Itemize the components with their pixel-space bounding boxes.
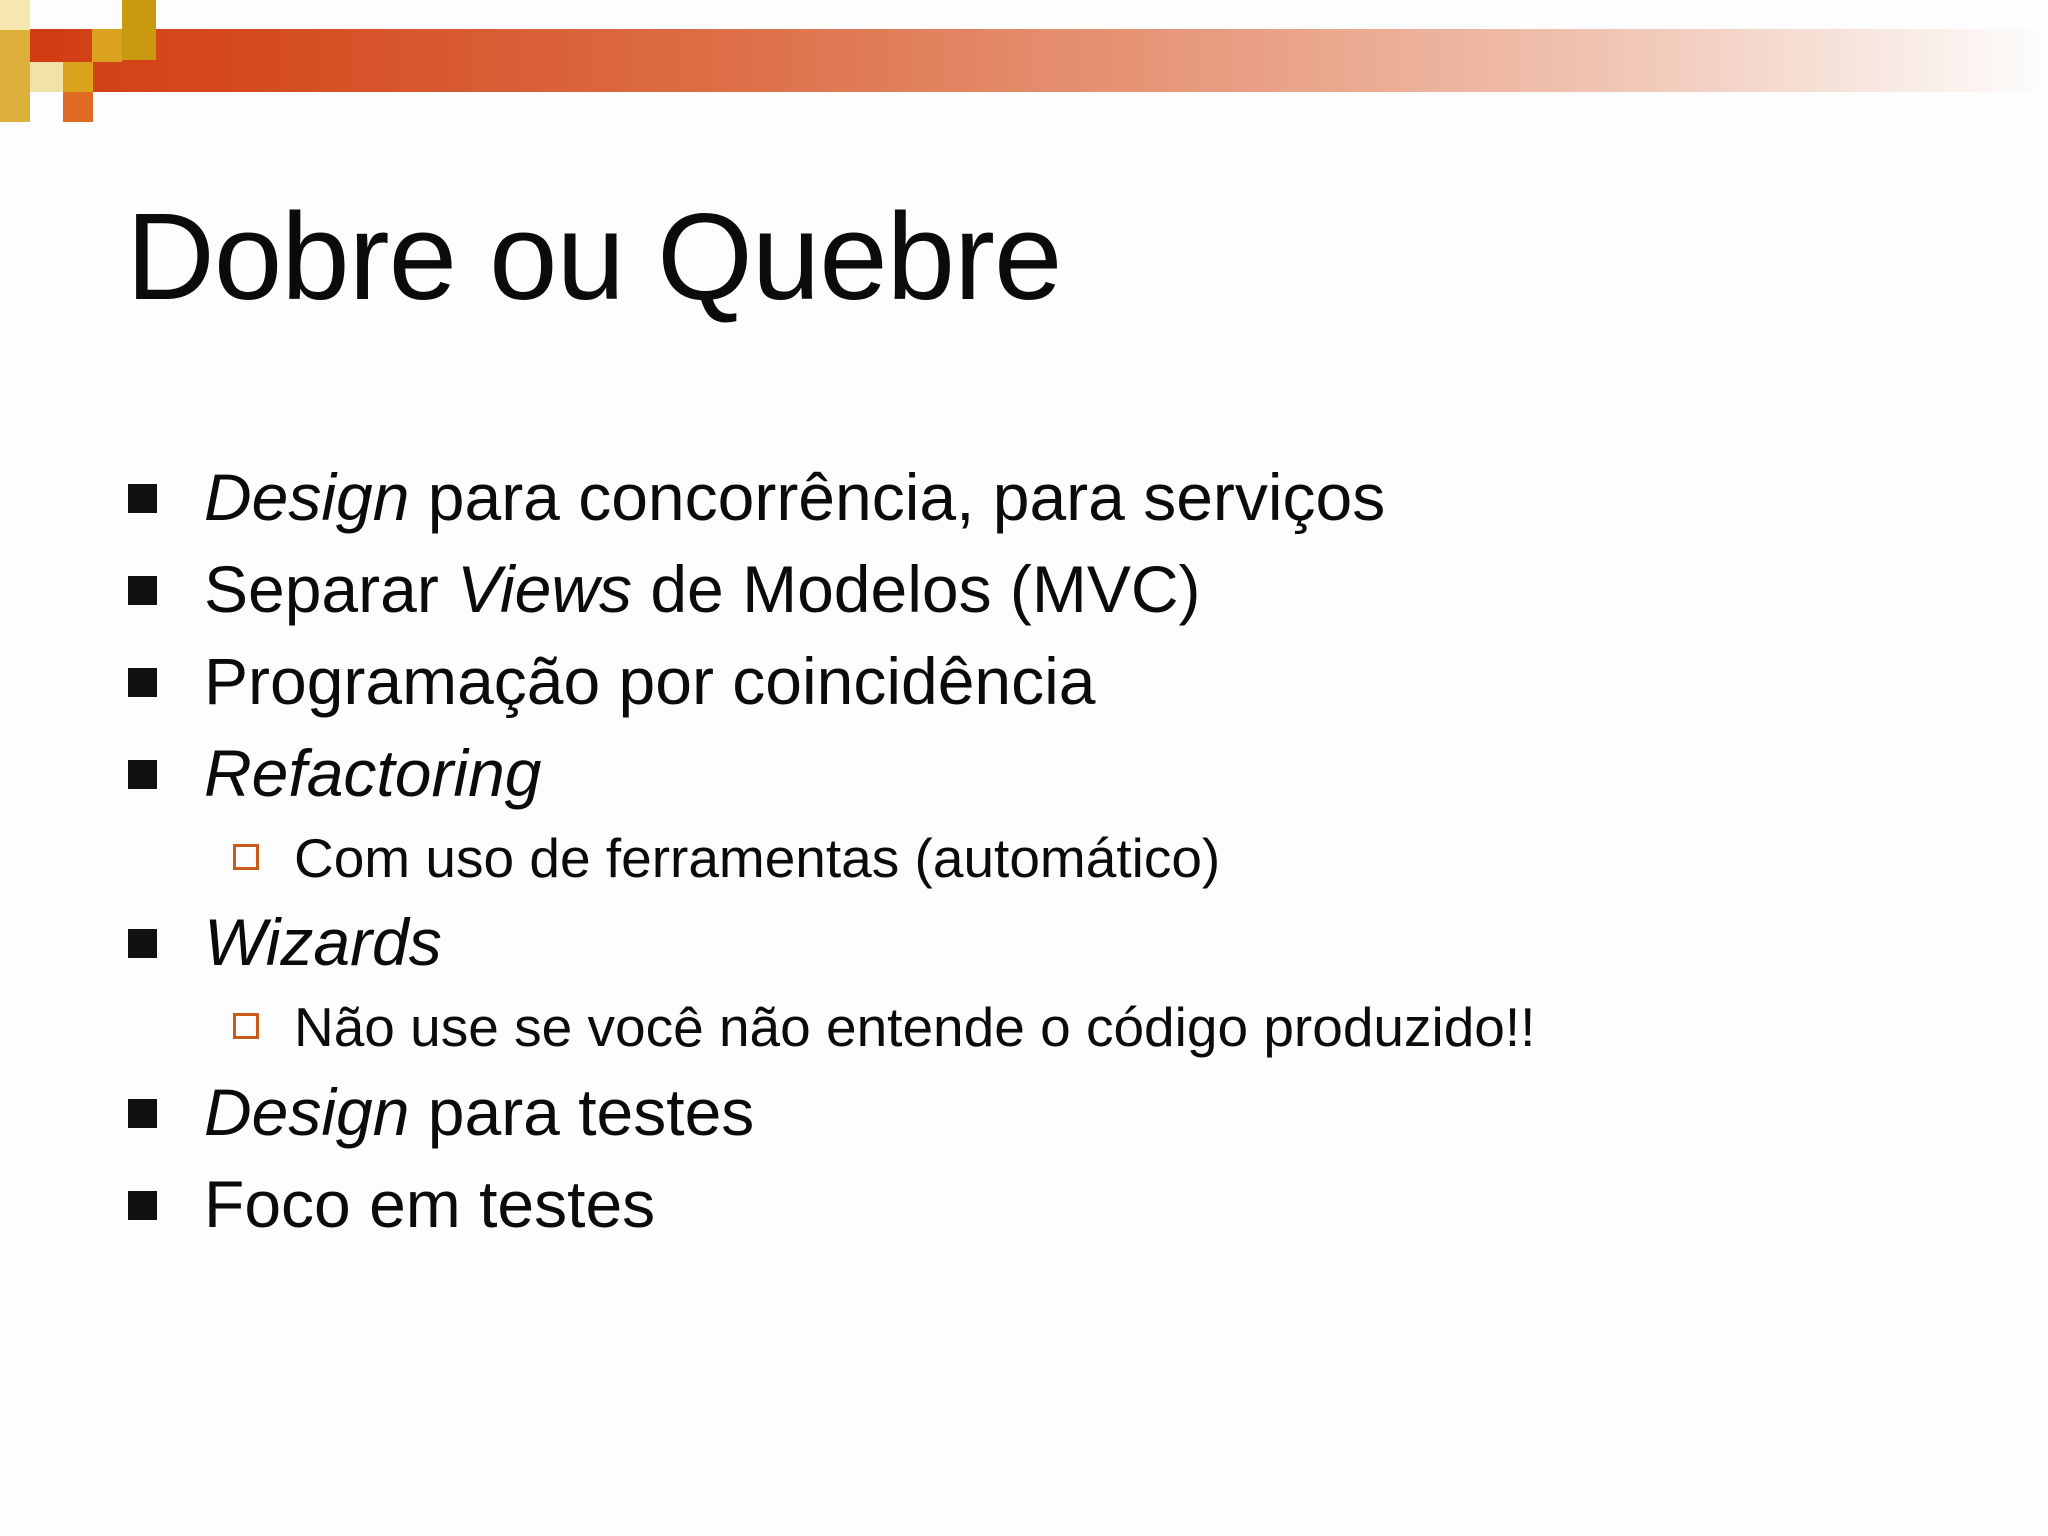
- sub-bullet-text: Não use se você não entende o código produzido!!: [294, 996, 1536, 1058]
- bullet-italic-text: Refactoring: [204, 736, 542, 810]
- filled-square-bullet-icon: [128, 668, 157, 697]
- bullet-italic-text: Wizards: [204, 905, 442, 979]
- slide-title: Dobre ou Quebre: [126, 189, 1062, 326]
- bullet-text: de Modelos (MVC): [632, 552, 1201, 626]
- bullet-item: [204, 1075, 755, 1149]
- bullet-item: [204, 644, 1096, 718]
- corner-square: [122, 0, 156, 60]
- corner-square: [30, 29, 63, 62]
- bullet-item: [204, 736, 542, 810]
- bullet-item: [204, 905, 442, 979]
- sub-bullet-item: [294, 996, 1536, 1058]
- sub-bullet-item: [294, 827, 1221, 889]
- bullet-text: Programação por coincidência: [204, 644, 1096, 718]
- bullet-item: [204, 1167, 656, 1241]
- corner-square: [92, 29, 122, 62]
- sub-bullet-text: Com uso de ferramentas (automático): [294, 827, 1221, 889]
- bullet-text: Separar: [204, 552, 458, 626]
- hollow-square-bullet-icon: [233, 844, 259, 870]
- filled-square-bullet-icon: [128, 760, 157, 789]
- hollow-square-bullet-icon: [233, 1013, 259, 1039]
- corner-square: [30, 62, 63, 92]
- header-gradient-bar: [0, 29, 2048, 92]
- filled-square-bullet-icon: [128, 576, 157, 605]
- bullet-italic-text: Design: [204, 1075, 410, 1149]
- bullet-text: Foco em testes: [204, 1167, 656, 1241]
- corner-square: [63, 92, 93, 122]
- filled-square-bullet-icon: [128, 1099, 157, 1128]
- bullet-text: para testes: [409, 1075, 755, 1149]
- corner-square: [0, 0, 30, 30]
- corner-square: [0, 30, 30, 122]
- bullet-italic-text: Design: [204, 460, 410, 534]
- filled-square-bullet-icon: [128, 1191, 157, 1220]
- bullet-item: [204, 552, 1201, 626]
- bullet-italic-text: Views: [457, 552, 633, 626]
- bullet-item: [204, 460, 1386, 534]
- filled-square-bullet-icon: [128, 929, 157, 958]
- bullet-text: para concorrência, para serviços: [409, 460, 1386, 534]
- filled-square-bullet-icon: [128, 484, 157, 513]
